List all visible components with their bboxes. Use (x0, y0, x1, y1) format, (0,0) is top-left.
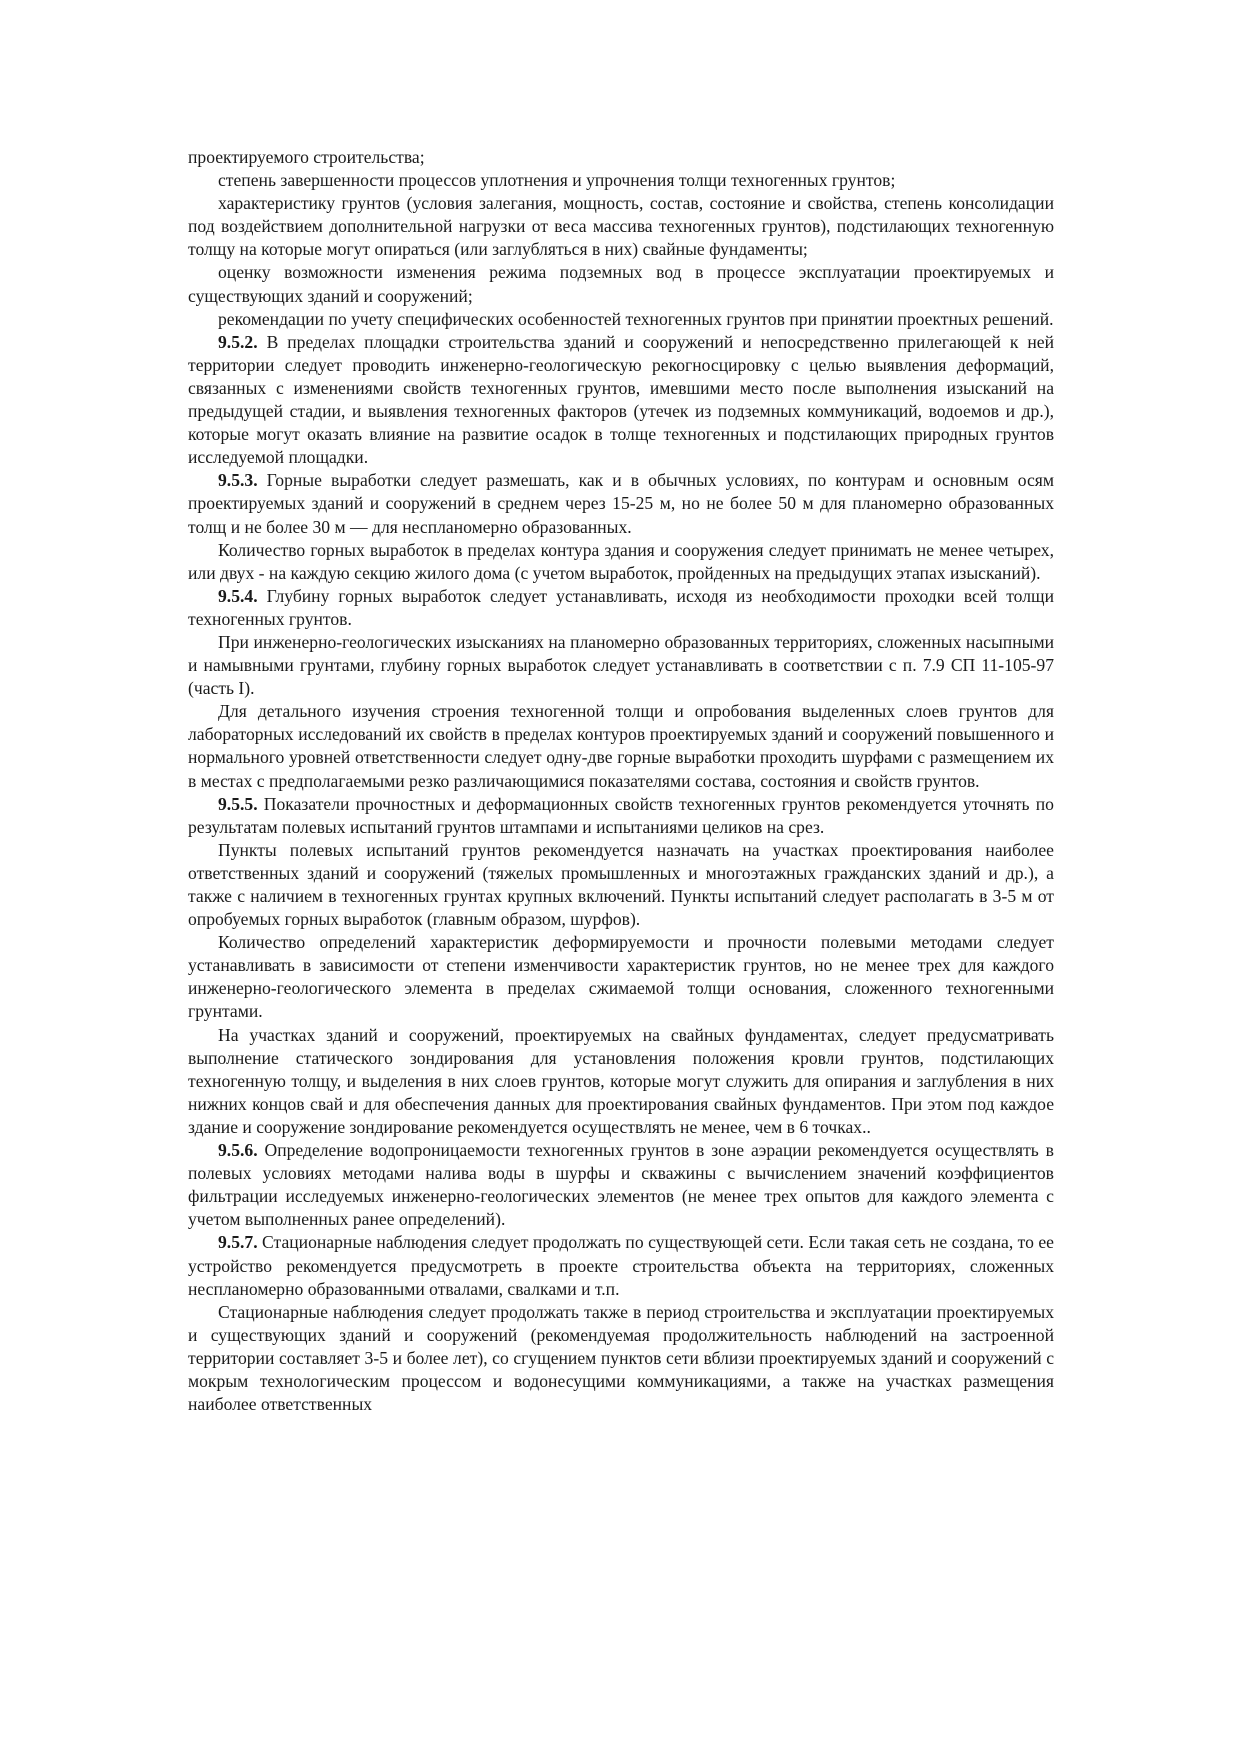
clause-number: 9.5.7. (218, 1232, 258, 1253)
paragraph (188, 931, 1054, 1023)
paragraph (188, 261, 1054, 307)
clause-number: 9.5.5. (218, 793, 258, 814)
paragraph (188, 1231, 1054, 1300)
paragraph (188, 793, 1054, 839)
paragraph-text: степень завершенности процессов уплотнения и упрочнения толщи техногенных грунтов; (218, 170, 896, 191)
document-page (188, 146, 1054, 1416)
paragraph-text: характеристику грунтов (условия залегания, мощность, состав, состояние и свойства, степень консолидации под воздействием дополнительной нагрузки от веса массива техногенных грунтов), подстилающих техногенную толщу на которые могут опираться (или заглубляться в них) свайные фундаменты; (188, 193, 1054, 260)
paragraph-text: На участках зданий и сооружений, проектируемых на свайных фундаментах, следует предусматривать выполнение статического зондирования для установления положения кровли грунтов, подстилающих техногенную толщу, и выделения в них слоев грунтов, которые могут служить для опирания и заглубления в них нижних концов свай и для обеспечения данных для проектирования свайных фундаментов. При этом под каждое здание и сооружение зондирование рекомендуется осуществлять не менее, чем в 6 точках.. (188, 1024, 1054, 1137)
clause-number: 9.5.4. (218, 585, 258, 606)
paragraph-text: Стационарные наблюдения следует продолжать по существующей сети. Если такая сеть не создана, то ее устройство рекомендуется предусмотреть в проекте строительства объекта на территориях, сложенных неспланомерно образованными отвалами, свалками и т.п. (188, 1232, 1054, 1299)
paragraph (188, 469, 1054, 538)
paragraph-text: Определение водопроницаемости техногенных грунтов в зоне аэрации рекомендуется осуществлять в полевых условиях методами налива воды в шурфы и скважины с вычислением значений коэффициентов фильтрации исследуемых инженерно-геологических элементов (не менее трех опытов для каждого элемента с учетом выполненных ранее определений). (188, 1140, 1054, 1230)
paragraph-text: Стационарные наблюдения следует продолжать также в период строительства и эксплуатации проектируемых и существующих зданий и сооружений (рекомендуемая продолжительность наблюдений на застроенной территории составляет 3-5 и более лет), со сгущением пунктов сети вблизи проектируемых зданий и сооружений с мокрым технологическим процессом и водонесущими коммуникациями, а также на участках размещения наиболее ответственных (188, 1301, 1054, 1415)
paragraph (188, 169, 1054, 192)
paragraph (188, 539, 1054, 585)
paragraph (188, 331, 1054, 470)
paragraph (188, 585, 1054, 631)
paragraph-text: проектируемого строительства; (188, 147, 425, 167)
paragraph-text: Количество горных выработок в пределах контура здания и сооружения следует принимать не менее четырех, или двух - на каждую секцию жилого дома (с учетом выработок, пройденных на предыдущих этапах изысканий). (188, 539, 1054, 583)
paragraph (188, 631, 1054, 700)
paragraph-text: Показатели прочностных и деформационных свойств техногенных грунтов рекомендуется уточнять по результатам полевых испытаний грунтов штампами и испытаниями целиков на срез. (188, 793, 1054, 837)
paragraph-text: Пункты полевых испытаний грунтов рекомендуется назначать на участках проектирования наиболее ответственных зданий и сооружений (тяжелых промышленных и многоэтажных гражданских зданий и др.), а также с наличием в техногенных грунтах крупных включений. Пункты испытаний следует располагать в 3-5 м от опробуемых горных выработок (главным образом, шурфов). (188, 839, 1054, 930)
paragraph-text: Глубину горных выработок следует устанавливать, исходя из необходимости проходки всей толщи техногенных грунтов. (188, 585, 1054, 629)
paragraph-text: В пределах площадки строительства зданий и сооружений и непосредственно прилегающей к ней территории следует проводить инженерно-геологическую рекогносцировку с целью выявления деформаций, связанных с изменениями свойств техногенных грунтов, имевшими место после выполнения изысканий на предыдущей стадии, и выявления техногенных факторов (утечек из подземных коммуникаций, водоемов и др.), которые могут оказать влияние на развитие осадок в толще техногенных и подстилающих природных грунтов исследуемой площадки. (188, 331, 1054, 468)
clause-number: 9.5.3. (218, 470, 258, 491)
paragraph-text: рекомендации по учету специфических особенностей техногенных грунтов при принятии проектных решений. (218, 308, 1054, 329)
paragraph (188, 192, 1054, 261)
paragraph (188, 700, 1054, 792)
paragraph (188, 839, 1054, 931)
paragraph (188, 1301, 1054, 1416)
paragraph (188, 1024, 1054, 1139)
paragraph (188, 146, 1054, 169)
paragraph-text: Количество определений характеристик деформируемости и прочности полевыми методами следует устанавливать в зависимости от степени изменчивости характеристик грунтов, но не менее трех для каждого инженерно-геологического элемента в пределах сжимаемой толщи основания, сложенного техногенными грунтами. (188, 932, 1054, 1022)
paragraph-text: Горные выработки следует размешать, как и в обычных условиях, по контурам и основным осям проектируемых зданий и сооружений в среднем через 15-25 м, но не более 50 м для планомерно образованных толщ и не более 30 м — для неспланомерно образованных. (188, 470, 1054, 537)
clause-number: 9.5.2. (218, 331, 258, 352)
paragraph (188, 308, 1054, 331)
paragraph-text: Для детального изучения строения техногенной толщи и опробования выделенных слоев грунтов для лабораторных исследований их свойств в пределах контуров проектируемых зданий и сооружений повышенного и нормального уровней ответственности следует одну-две горные выработки проходить шурфами с размещением их в местах с предполагаемыми резко различающимися показателями состава, состояния и свойств грунтов. (188, 701, 1054, 791)
paragraph-text: При инженерно-геологических изысканиях на планомерно образованных территориях, сложенных насыпными и намывными грунтами, глубину горных выработок следует устанавливать в соответствии с п. 7.9 СП 11-105-97 (часть I). (188, 631, 1054, 699)
paragraph-text: оценку возможности изменения режима подземных вод в процессе эксплуатации проектируемых и существующих зданий и сооружений; (188, 262, 1054, 306)
clause-number: 9.5.6. (218, 1140, 258, 1161)
paragraph (188, 1139, 1054, 1231)
